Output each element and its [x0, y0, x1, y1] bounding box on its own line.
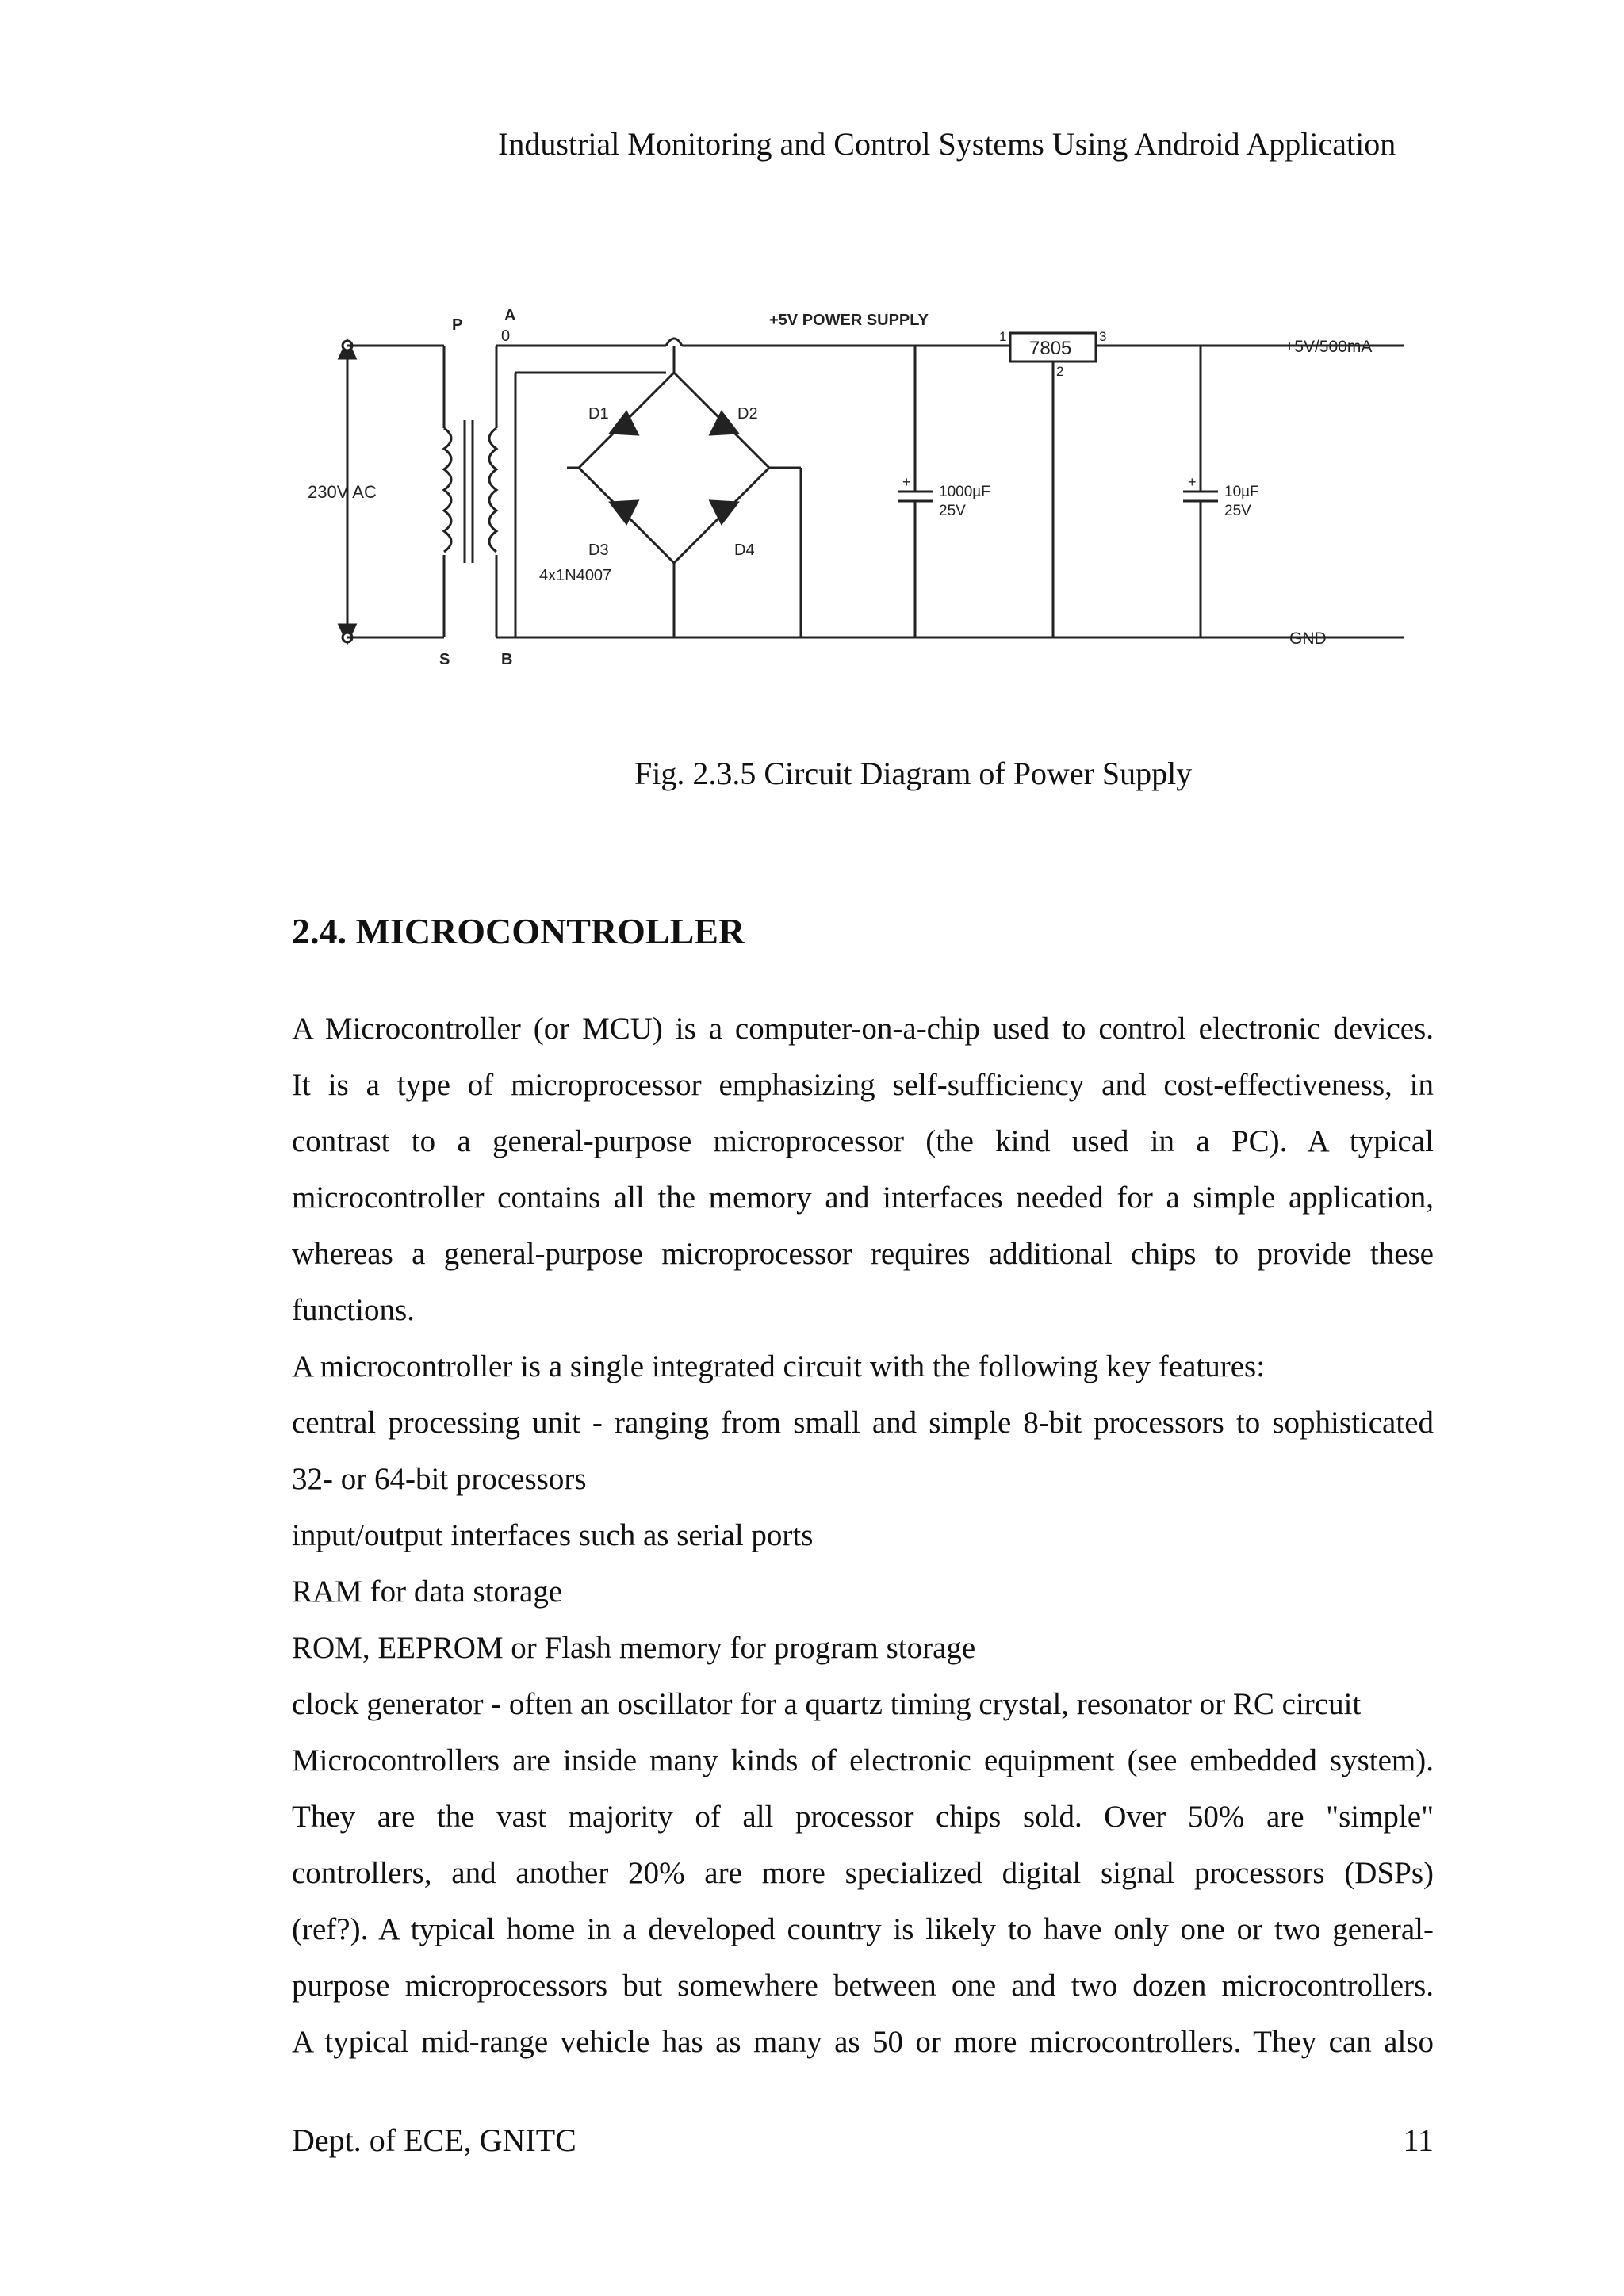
diode-d4: [710, 501, 737, 523]
running-header: Industrial Monitoring and Control Systems Using Android Application: [498, 126, 1396, 162]
page-number: 11: [1403, 2122, 1434, 2158]
body-line: ROM, EEPROM or Flash memory for program storage: [292, 1631, 976, 1665]
body-line: microcontroller contains all the memory and interfaces needed for a simple application,: [292, 1181, 1434, 1215]
footer-department: Dept. of ECE, GNITC: [292, 2122, 576, 2158]
body-line: purpose microprocessors but somewhere between one and two dozen microcontrollers.: [292, 1969, 1434, 2003]
body-line: RAM for data storage: [292, 1575, 563, 1609]
body-line: controllers, and another 20% are more specialized digital signal processors (DSPs): [292, 1856, 1434, 1890]
diode-label-d1: D1: [588, 405, 609, 423]
tap-label-zero: 0: [501, 327, 511, 345]
diode-d3: [611, 501, 638, 523]
diode-part-label: 4x1N4007: [539, 567, 612, 584]
body-line: functions.: [292, 1293, 415, 1327]
body-line: central processing unit - ranging from small and simple 8-bit processors to sophisticated: [292, 1406, 1434, 1440]
body-line: A microcontroller is a single integrated circuit with the following key features:: [292, 1349, 1266, 1383]
capacitor-c1: [898, 346, 933, 637]
ground-label: GND: [1289, 629, 1327, 648]
diode-label-d2: D2: [737, 405, 758, 423]
capacitor-c2: [1183, 346, 1218, 637]
body-line: A typical mid-range vehicle has as many as 50 or more microcontrollers. They can also: [292, 2025, 1434, 2059]
primary-label-s: S: [439, 651, 450, 668]
section-heading: 2.4. MICROCONTROLLER: [292, 911, 745, 951]
secondary-label-b: B: [501, 651, 513, 668]
diode-label-d4: D4: [734, 541, 755, 559]
secondary-label-a: A: [504, 307, 516, 324]
cap1-plus: +: [902, 474, 911, 490]
cap2-plus: +: [1188, 474, 1197, 490]
body-text: [292, 1001, 1434, 2070]
body-line: input/output interfaces such as serial ports: [292, 1518, 814, 1552]
page-footer: [292, 2122, 1434, 2169]
body-line: clock generator - often an oscillator for a quartz timing crystal, resonator or RC circuit: [292, 1687, 1362, 1721]
transformer: [444, 346, 496, 637]
diode-label-d3: D3: [588, 541, 609, 559]
regulator-pin3: 3: [1099, 329, 1107, 344]
body-line: It is a type of microprocessor emphasizing self-sufficiency and cost-effectiveness, in: [292, 1068, 1434, 1102]
cap2-value: 10µF: [1224, 484, 1259, 500]
diode-d2: [710, 412, 737, 434]
body-line: (ref?). A typical home in a developed country is likely to have only one or two general-: [292, 1912, 1434, 1946]
regulator-label: 7805: [1029, 338, 1072, 359]
primary-label-p: P: [452, 316, 463, 334]
figure-caption: Fig. 2.3.5 Circuit Diagram of Power Supply: [634, 756, 1193, 791]
diode-d1: [611, 412, 638, 434]
body-line: A Microcontroller (or MCU) is a computer-on-a-chip used to control electronic devices.: [292, 1012, 1434, 1046]
cap1-voltage: 25V: [939, 503, 966, 519]
cap2-voltage: 25V: [1224, 503, 1251, 519]
body-line: Microcontrollers are inside many kinds of electronic equipment (see embedded system).: [292, 1743, 1434, 1777]
regulator-pin2: 2: [1056, 364, 1064, 379]
body-line: They are the vast majority of all processor chips sold. Over 50% are "simple": [292, 1800, 1434, 1834]
cap1-value: 1000µF: [939, 484, 990, 500]
supply-title: +5V POWER SUPPLY: [769, 312, 929, 329]
body-line: contrast to a general-purpose microprocessor (the kind used in a PC). A typical: [292, 1124, 1434, 1158]
body-line: 32- or 64-bit processors: [292, 1462, 587, 1496]
ac-input-label: 230V AC: [308, 482, 377, 502]
body-line: whereas a general-purpose microprocessor requires additional chips to provide these: [292, 1237, 1434, 1271]
power-supply-circuit-diagram: [293, 293, 1404, 690]
output-label: +5V/500mA: [1285, 338, 1373, 356]
regulator-pin1: 1: [999, 329, 1007, 344]
